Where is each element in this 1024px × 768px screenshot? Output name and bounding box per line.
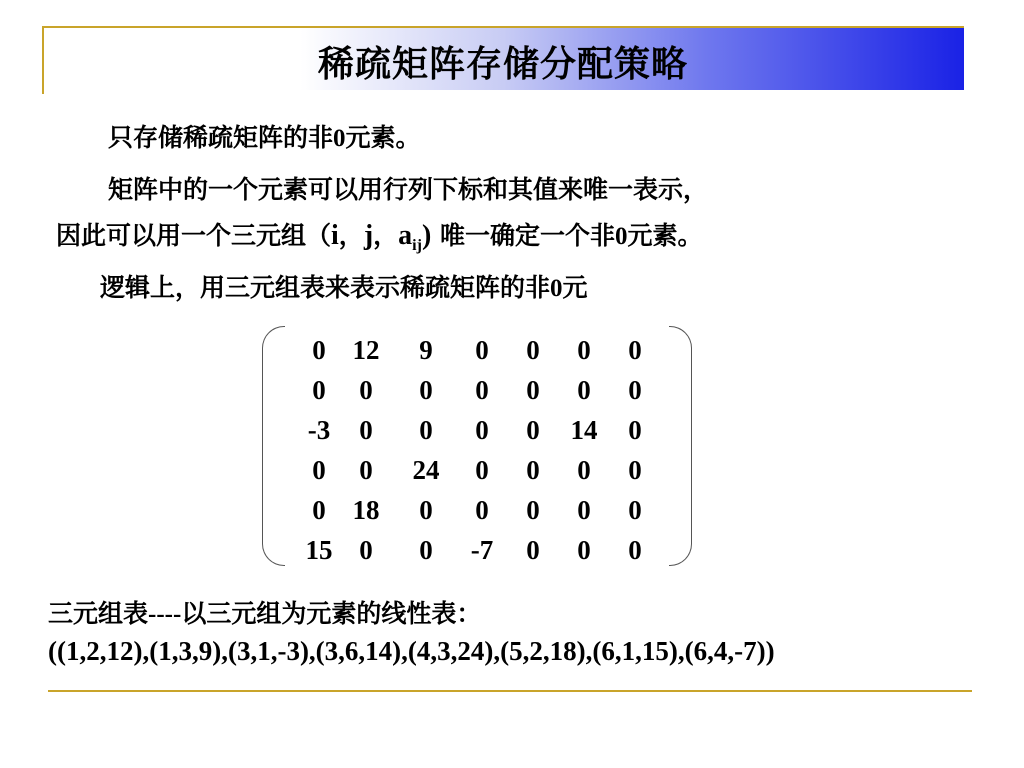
matrix-cell: 0	[359, 455, 373, 485]
triplet-label-post: 以三元组为元素的线性表：	[181, 599, 482, 628]
matrix-cell: 0	[628, 335, 642, 365]
text-line-4	[100, 268, 588, 304]
matrix-cell: 0	[526, 335, 540, 365]
title-bar	[42, 26, 964, 90]
matrix-cell: 0	[577, 335, 591, 365]
title-top-rule	[42, 26, 964, 28]
matrix-cell: 0	[628, 455, 642, 485]
matrix-row	[302, 530, 660, 570]
matrix-cell: 0	[577, 495, 591, 525]
matrix-cell: 0	[577, 375, 591, 405]
matrix-cell: 0	[577, 535, 591, 565]
sparse-matrix	[262, 326, 692, 570]
matrix-cell: -7	[470, 535, 494, 565]
footer-rule	[48, 690, 972, 692]
line3-j: j	[363, 220, 374, 251]
matrix-cell: 0	[359, 375, 373, 405]
line4-zero: 0	[550, 275, 563, 302]
matrix-cell: 0	[628, 535, 642, 565]
matrix-cell: 0	[419, 375, 433, 405]
line3-zero: 0	[614, 223, 628, 250]
matrix-cell: 9	[419, 335, 433, 365]
triplet-label-pre: 三元组表	[48, 599, 149, 628]
matrix-left-bracket	[262, 326, 285, 566]
matrix-cell: 0	[526, 455, 540, 485]
matrix-cell: 0	[312, 455, 326, 485]
matrix-cell: 0	[419, 535, 433, 565]
line3-a: a	[398, 220, 413, 251]
matrix-row	[302, 330, 660, 370]
line4-pre: 逻辑上，用三元组表来表示稀疏矩阵的非	[100, 273, 551, 302]
matrix-cell: 0	[312, 335, 326, 365]
text-line-1	[108, 118, 421, 154]
line1-zero: 0	[333, 125, 346, 152]
line3-sep1: ，	[338, 221, 364, 250]
line3-sub: ij	[412, 237, 422, 254]
matrix-right-bracket	[669, 326, 692, 566]
matrix-cell: 0	[312, 495, 326, 525]
line3-sep2: ，	[373, 221, 399, 250]
line3-i: i	[331, 220, 339, 251]
text-line-2: 矩阵中的一个元素可以用行列下标和其值来唯一表示，	[108, 175, 709, 204]
matrix-row	[302, 490, 660, 530]
line4-post: 元	[562, 273, 588, 302]
matrix-cell: 18	[352, 495, 380, 525]
matrix-grid	[302, 330, 660, 570]
matrix-cell: 0	[475, 415, 489, 445]
matrix-cell: -3	[307, 415, 331, 445]
matrix-cell: 0	[526, 375, 540, 405]
matrix-cell: 0	[475, 455, 489, 485]
matrix-row	[302, 410, 660, 450]
line3-pre: 因此可以用一个三元组（	[56, 221, 332, 250]
matrix-row	[302, 370, 660, 410]
matrix-cell: 0	[577, 455, 591, 485]
matrix-cell: 24	[412, 455, 440, 485]
matrix-cell: 15	[305, 535, 333, 565]
matrix-row	[302, 450, 660, 490]
matrix-cell: 0	[312, 375, 326, 405]
matrix-cell: 14	[570, 415, 598, 445]
line1-pre: 只存储稀疏矩阵的非	[108, 123, 334, 152]
matrix-cell: 12	[352, 335, 380, 365]
line3-post-a: 唯一确定一个非	[431, 221, 615, 250]
matrix-cell: 0	[419, 495, 433, 525]
triplet-table-label	[48, 594, 481, 630]
matrix-cell: 0	[628, 375, 642, 405]
matrix-cell: 0	[526, 415, 540, 445]
matrix-cell: 0	[628, 495, 642, 525]
matrix-cell: 0	[475, 495, 489, 525]
triplet-list: ((1,2,12),(1,3,9),(3,1,-3),(3,6,14),(4,3,24),(5,2,18),(6,1,15),(6,4,-7))	[48, 636, 775, 666]
matrix-cell: 0	[526, 495, 540, 525]
slide-title: 稀疏矩阵存储分配策略	[317, 43, 688, 85]
triplet-label-dash: ----	[148, 601, 182, 628]
line3-post-b: 元素。	[627, 221, 703, 250]
matrix-cell: 0	[526, 535, 540, 565]
matrix-cell: 0	[419, 415, 433, 445]
line3-close: )	[421, 220, 432, 251]
line1-post: 元素。	[345, 123, 421, 152]
matrix-cell: 0	[475, 335, 489, 365]
matrix-cell: 0	[628, 415, 642, 445]
matrix-cell: 0	[475, 375, 489, 405]
text-line-3	[56, 216, 703, 255]
matrix-cell: 0	[359, 415, 373, 445]
matrix-cell: 0	[359, 535, 373, 565]
